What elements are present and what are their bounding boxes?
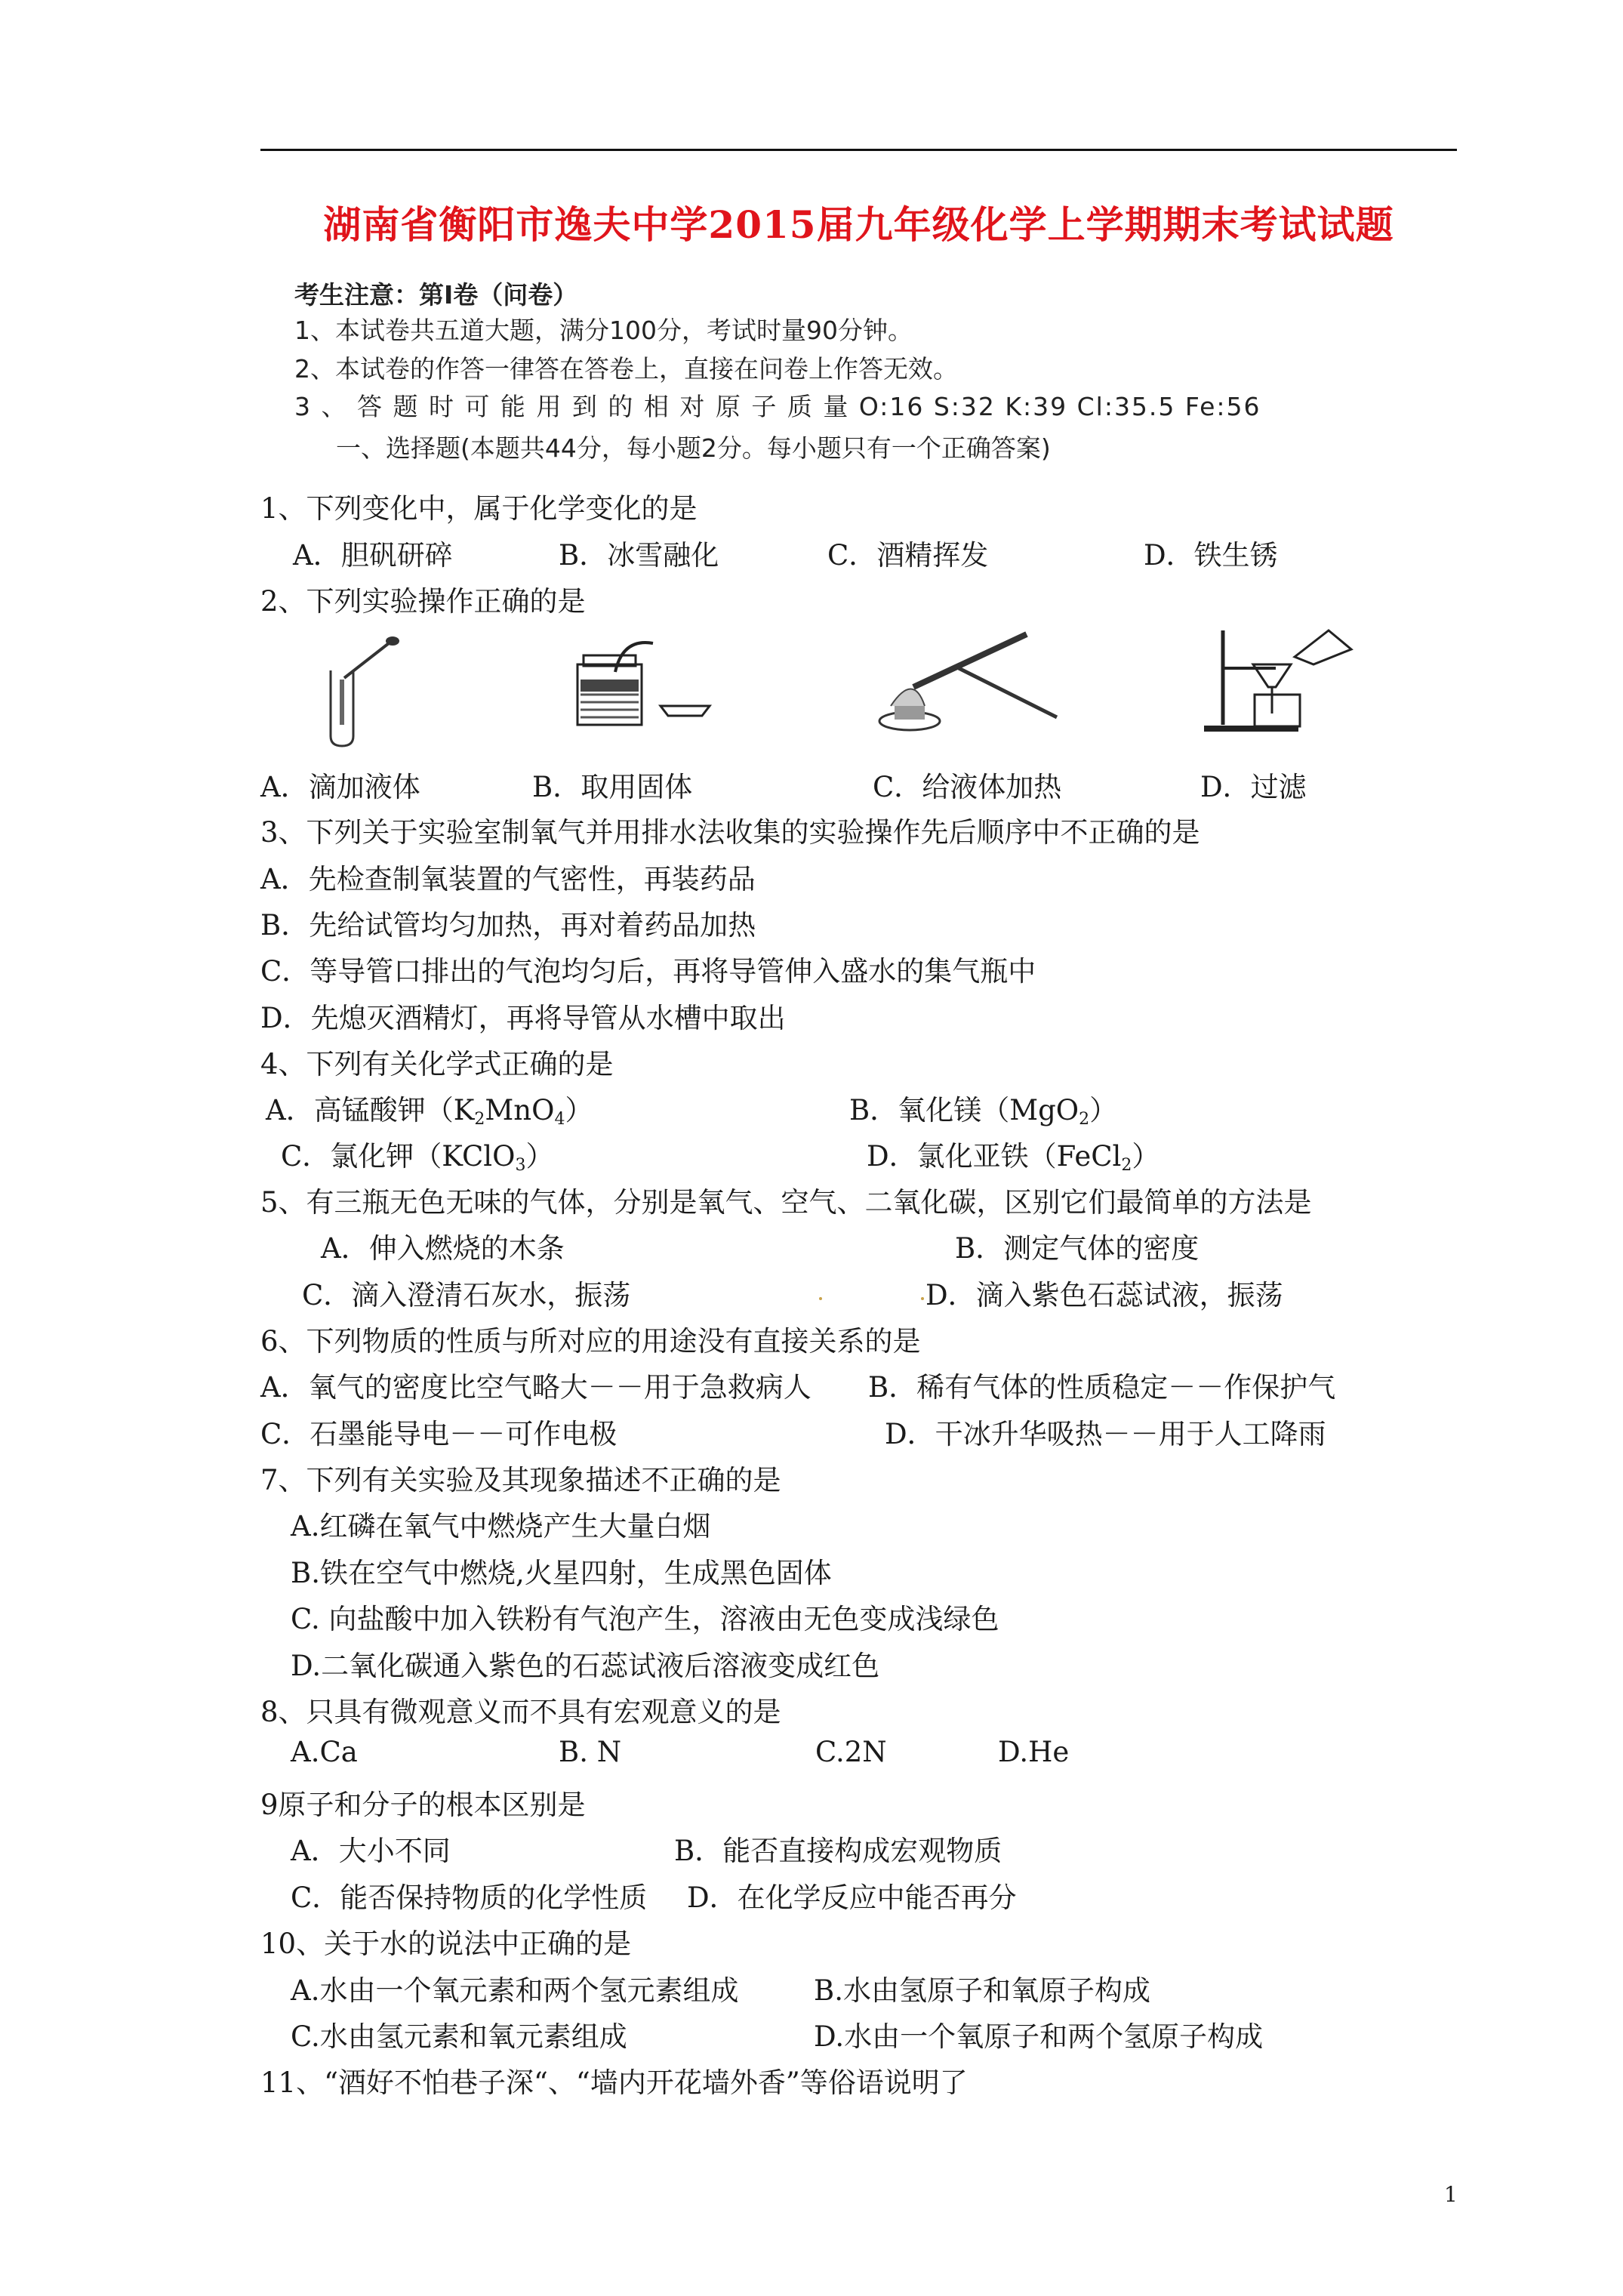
notice-item: 3 、 答 题 时 可 能 用 到 的 相 对 原 子 质 量 O:16 S:32 K:39 Cl:35.5 Fe:56 [294,392,1261,421]
option: A．大小不同 [291,1835,451,1867]
option: B. N [559,1736,622,1768]
section-heading: 一、选择题(本题共44分，每小题2分。每小题只有一个正确答案) [336,433,1051,463]
option: B．稀有气体的性质稳定－－作保护气 [868,1371,1336,1404]
option: C.2N [815,1736,887,1768]
question-stem: 8、只具有微观意义而不具有宏观意义的是 [260,1696,781,1728]
page-number: 1 [1444,2182,1458,2207]
option: D．滴入紫色石蕊试液，振荡 [925,1279,1283,1311]
question-stem: 10、关于水的说法中正确的是 [260,1928,632,1960]
option: B．先给试管均匀加热，再对着药品加热 [260,909,756,942]
option: D．干冰升华吸热－－用于人工降雨 [885,1418,1326,1450]
option: B．冰雪融化 [559,539,719,572]
notice-item: 1、本试卷共五道大题，满分100分，考试时量90分钟。 [294,316,913,345]
option-formula: B．氧化镁（MgO$_2$） [849,1094,1118,1129]
option: D.二氧化碳通入紫色的石蕊试液后溶液变成红色 [291,1650,880,1682]
option-formula: C．氯化钾（KClO$_3$） [281,1140,554,1175]
dropper-test-tube-icon [317,634,408,747]
option: A．伸入燃烧的木条 [321,1232,565,1265]
option: A.红磷在氧气中燃烧产生大量白烟 [291,1510,711,1542]
option-formula: D．氯化亚铁（FeCl$_2$） [867,1140,1160,1175]
option-formula: A．高锰酸钾$(K_2MnO_4)$ [266,1094,593,1129]
option: C．给液体加热 [873,771,1062,803]
question-stem: 9原子和分子的根本区别是 [260,1789,586,1821]
question-stem: 2、下列实验操作正确的是 [260,585,586,618]
option: A.Ca [291,1736,358,1768]
question-stem: 7、下列有关实验及其现象描述不正确的是 [260,1464,781,1496]
option: C.水由氢元素和氧元素组成 [291,2020,627,2053]
question-stem: 1、下列变化中，属于化学变化的是 [260,492,698,525]
header-rule [260,149,1457,151]
notice-header: 考生注意：第Ⅰ卷（问卷） [294,280,578,310]
question-stem: 11、“酒好不怕巷子深“、“墙内开花墙外香”等俗语说明了 [260,2066,968,2099]
page-title: 湖南省衡阳市逸夫中学2015届九年级化学上学期期末考试试题 [323,202,1394,247]
option: B．能否直接构成宏观物质 [674,1835,1002,1867]
jar-spoon-icon [570,634,713,729]
option: C．能否保持物质的化学性质 [291,1881,648,1914]
option: D.水由一个氧原子和两个氢原子构成 [814,2020,1264,2053]
option: B．取用固体 [532,771,693,803]
option: D．先熄灭酒精灯，再将导管从水槽中取出 [260,1002,786,1034]
option: A．先检查制氧装置的气密性，再装药品 [260,863,756,895]
heating-test-tube-icon [868,627,1061,732]
option: D．过滤 [1200,771,1307,803]
option: C．滴入澄清石灰水，振荡 [302,1279,631,1311]
question-stem: 6、下列物质的性质与所对应的用途没有直接关系的是 [260,1325,921,1358]
option: B.水由氢原子和氧原子构成 [814,1974,1150,2007]
option: C．等导管口排出的气泡均匀后，再将导管伸入盛水的集气瓶中 [260,955,1036,988]
option: C．石墨能导电－－可作电极 [260,1418,617,1450]
question-stem: 3、下列关于实验室制氧气并用排水法收集的实验操作先后顺序中不正确的是 [260,816,1200,849]
option: A．氧气的密度比空气略大－－用于急救病人 [260,1371,812,1404]
option: A．胆矾研碎 [293,539,453,572]
option: B.铁在空气中燃烧,火星四射，生成黑色固体 [291,1557,832,1589]
option: A．滴加液体 [260,771,420,803]
question-stem: 5、有三瓶无色无味的气体，分别是氧气、空气、二氧化碳，区别它们最简单的方法是 [260,1186,1312,1219]
option: A.水由一个氧元素和两个氢元素组成 [291,1974,739,2007]
option: C. 向盐酸中加入铁粉有气泡产生，溶液由无色变成浅绿色 [291,1603,999,1635]
filtration-setup-icon [1200,627,1374,732]
question-stem: 4、下列有关化学式正确的是 [260,1048,614,1080]
notice-item: 2、本试卷的作答一律答在答卷上，直接在问卷上作答无效。 [294,354,958,384]
stray-mark [819,1297,822,1300]
option: B．测定气体的密度 [955,1232,1200,1265]
option: D.He [998,1736,1070,1768]
option: D．在化学反应中能否再分 [687,1881,1017,1914]
option: D．铁生锈 [1144,539,1278,572]
stray-mark [921,1297,924,1300]
option: C．酒精挥发 [827,539,989,572]
